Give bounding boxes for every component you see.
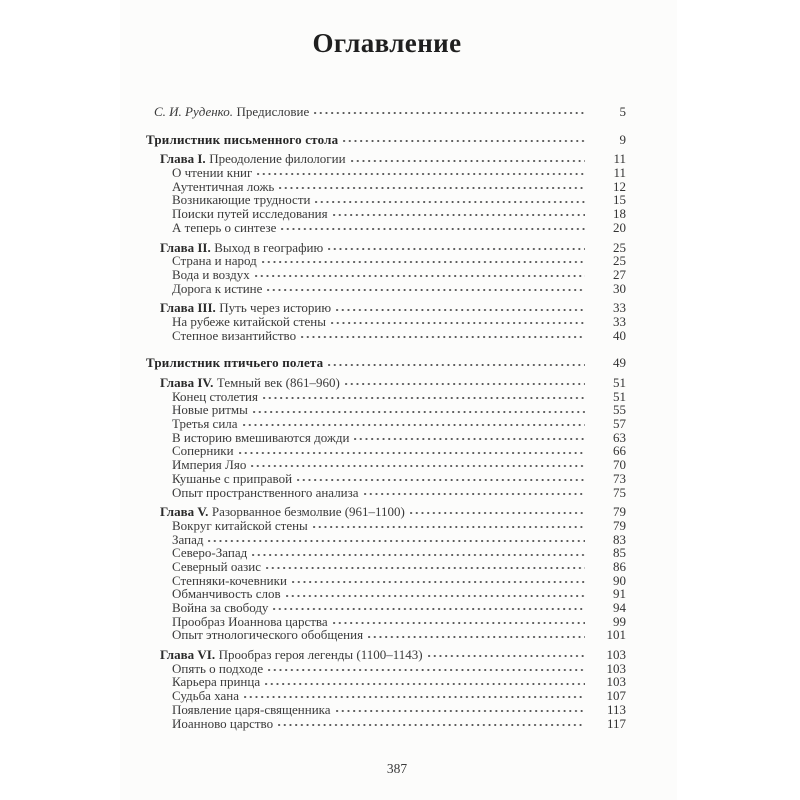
toc-entry [146,206,626,220]
toc-entry-label: Темный век (861–960) [216,375,340,390]
toc-entry-label: Трилистник птичьего полета [146,355,324,371]
dot-leader-icon [333,622,585,624]
toc-entry-page: 73 [613,470,626,486]
dot-leader-icon [336,710,585,712]
toc-entry [146,545,626,559]
toc-entry [146,402,626,416]
dot-leader-icon [364,493,585,495]
toc-entry-label: Вокруг китайской стены [172,517,308,533]
toc-entry [146,300,626,314]
toc-entry-label: Страна и народ [172,253,257,269]
toc-entry-label: А теперь о синтезе [172,219,277,235]
toc-entry-page: 49 [613,355,626,371]
toc-entry-page: 83 [613,531,626,547]
toc-entry-prefix: Глава VI. [160,647,216,663]
toc-entry-page: 40 [613,327,626,343]
toc-entry-page: 94 [613,600,626,615]
dot-leader-icon [267,289,585,291]
toc-entry-label: Опыт этнологического обобщения [172,627,364,643]
toc-entry-page: 20 [613,219,626,235]
toc-entry [146,614,626,628]
dot-leader-icon [354,438,585,440]
toc-entry-label: Преодоление филологии [209,151,346,167]
page-number: 387 [386,761,408,776]
toc-entry-page: 86 [613,558,626,574]
toc-entry-prefix: Глава V. [160,504,209,520]
toc-entry-label: Поиски путей исследования [172,206,328,222]
toc-entry [146,314,626,328]
toc-entry-page: 75 [613,484,626,500]
toc-entry [146,647,626,661]
toc-entry-label: Степное византийство [172,327,297,343]
dot-leader-icon [273,608,585,610]
page-title: Оглавление [312,28,462,58]
toc-entry-page: 33 [613,313,626,329]
toc-entry-label: Война за свободу [172,600,269,615]
toc-entry [146,220,626,234]
dot-leader-icon [208,540,585,542]
toc-entry-label: Северный оазис [172,558,261,574]
toc-entry-page: 103 [606,674,626,690]
toc-entry [146,430,626,444]
toc-entry-label: Предисловие [236,104,310,119]
toc-entry-page: 51 [613,375,626,390]
toc-entry-page: 113 [606,701,626,717]
dot-leader-icon [265,683,585,685]
toc-entry-page: 63 [613,429,626,445]
toc-entry-page: 11 [613,165,626,181]
toc-entry-page: 15 [613,192,626,208]
toc-entry-label: Карьера принца [172,674,261,690]
toc-entry [146,281,626,295]
dot-leader-icon [336,309,585,311]
toc-entry-page: 33 [613,300,626,316]
toc-entry [146,716,626,730]
toc-entry [146,504,626,518]
toc-entry-page: 27 [613,266,626,282]
toc-entry-page: 91 [613,586,626,602]
toc-entry-label: Третья сила [172,416,238,432]
dot-leader-icon [297,479,585,481]
toc-entry [146,688,626,702]
dot-leader-icon [268,669,585,671]
dot-leader-icon [315,201,585,203]
toc-entry [146,416,626,430]
toc-entry-label: Судьба хана [172,688,240,704]
toc-entry-label: Появление царя-священника [172,701,331,717]
dot-leader-icon [410,512,585,514]
toc-entry [146,573,626,587]
toc-entry [146,240,626,254]
toc-entry [146,165,626,179]
toc-entry-page: 90 [613,572,626,588]
toc-entry [146,179,626,193]
toc-entry-label: Прообраз героя легенды (1100–1143) [218,647,423,663]
toc-entry-label: Прообраз Иоаннова царства [172,613,328,629]
dot-leader-icon [244,696,585,698]
toc-entry [146,132,626,146]
dot-leader-icon [243,424,585,426]
dot-leader-icon [255,275,585,277]
toc-entry [146,457,626,471]
toc-entry-page: 117 [606,715,626,731]
dot-leader-icon [328,364,585,366]
toc-entry-label: Запад [172,531,204,547]
toc-entry-page: 57 [613,416,626,432]
dot-leader-icon [292,581,585,583]
dot-leader-icon [279,187,585,189]
dot-leader-icon [313,526,585,528]
toc-entry-prefix: Глава II. [160,239,211,255]
dot-leader-icon [251,465,585,467]
toc-entry-label: Выход в географию [214,239,324,255]
toc-entry-label: Иоанново царство [172,715,274,731]
toc-entry-prefix: С. И. Руденко. [154,104,234,119]
toc-entry-prefix: Глава IV. [160,375,214,390]
toc-entry [146,355,626,369]
toc-entry [146,600,626,614]
toc-entry-label: Опыт пространственного анализа [172,484,359,500]
toc-entry [146,389,626,403]
toc-entry [146,192,626,206]
dot-leader-icon [333,214,585,216]
dot-leader-icon [252,554,585,556]
toc-entry-page: 70 [613,457,626,473]
toc-entry [146,627,626,641]
dot-leader-icon [428,655,585,657]
toc-entry [146,485,626,499]
toc-entry [146,471,626,485]
toc-entry-page: 5 [619,104,626,119]
toc-entry-page: 79 [613,504,626,520]
dot-leader-icon [278,724,585,726]
toc-entry-label: Степняки-кочевники [172,572,287,588]
toc-entry [146,267,626,281]
dot-leader-icon [368,636,585,638]
dot-leader-icon [286,595,585,597]
dot-leader-icon [328,248,585,250]
toc-entry [146,702,626,716]
toc-entry-label: Трилистник письменного стола [146,131,339,147]
toc-entry-page: 66 [613,443,626,459]
toc-entry-label: Вода и воздух [172,266,250,282]
dot-leader-icon [257,173,585,175]
toc-entry-page: 55 [613,402,626,418]
toc-entry-label: Северо-Запад [172,545,248,561]
toc-entry-label: О чтении книг [172,165,253,181]
dot-leader-icon [281,228,585,230]
toc-entry-label: Империя Ляо [172,457,247,473]
toc-entry-page: 25 [613,239,626,255]
toc-entry-label: Опять о подходе [172,660,264,676]
toc-entry-page: 9 [619,131,626,147]
toc-entry [146,328,626,342]
toc-entry [146,559,626,573]
toc-entry-page: 25 [613,253,626,269]
dot-leader-icon [343,140,585,142]
toc-entry-label: Соперники [172,443,234,459]
toc-entry-page: 103 [606,660,626,676]
toc-entry-label: Аутентичная ложь [172,178,275,194]
toc-entry-prefix: Глава III. [160,300,216,316]
toc-entry-page: 85 [613,545,626,561]
toc-entry-label: На рубеже китайской стены [172,313,326,329]
dot-leader-icon [314,112,585,114]
toc-entry [146,443,626,457]
toc-entry-prefix: Глава I. [160,151,206,167]
toc-entry-label: Разорванное безмолвие (961–1100) [211,504,405,520]
toc-entry-page: 18 [613,206,626,222]
dot-leader-icon [263,397,585,399]
toc-entry-page: 11 [613,151,626,167]
toc-entry [146,253,626,267]
toc-entry-label: Путь через историю [219,300,332,316]
dot-leader-icon [345,383,585,385]
toc-entry [146,151,626,165]
toc-entry-page: 12 [613,178,626,194]
dot-leader-icon [239,452,585,454]
dot-leader-icon [301,336,585,338]
toc-entry [146,375,626,389]
table-of-contents [146,104,626,729]
toc-entry-page: 99 [613,613,626,629]
toc-entry-label: Обманчивость слов [172,586,281,602]
toc-entry-page: 30 [613,280,626,296]
toc-entry [146,104,626,118]
dot-leader-icon [253,411,585,413]
dot-leader-icon [266,567,585,569]
toc-entry-page: 107 [606,688,626,704]
toc-entry [146,586,626,600]
toc-entry-label: В историю вмешиваются дожди [172,429,350,445]
toc-entry-label: Возникающие трудности [172,192,311,208]
toc-entry-page: 51 [613,388,626,404]
toc-entry-label: Дорога к истине [172,280,263,296]
toc-entry-label: Конец столетия [172,388,258,404]
toc-entry-page: 103 [606,647,626,663]
toc-entry [146,674,626,688]
toc-entry-page: 101 [606,627,626,643]
dot-leader-icon [331,322,585,324]
dot-leader-icon [262,261,585,263]
toc-entry-label: Новые ритмы [172,402,248,418]
toc-entry-page: 79 [613,517,626,533]
toc-entry-label: Кушанье с приправой [172,470,293,486]
dot-leader-icon [351,160,585,162]
